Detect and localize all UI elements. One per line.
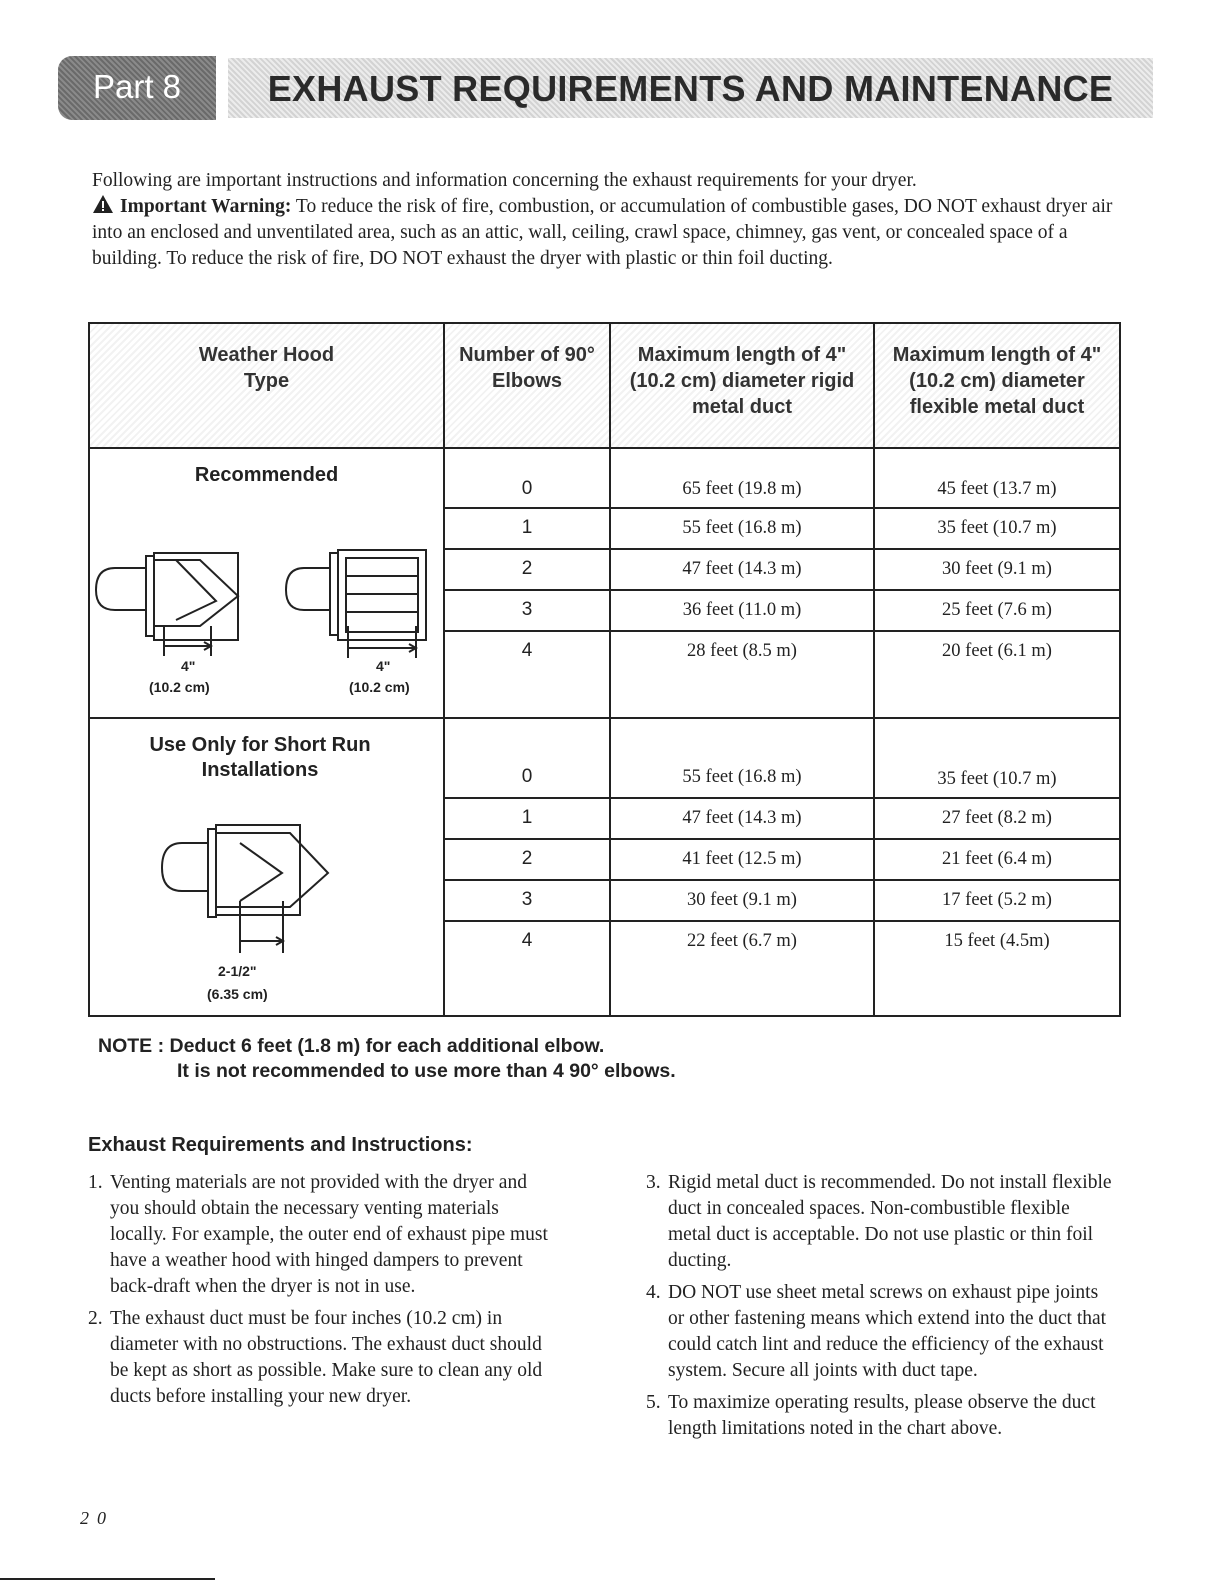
- header-rigid: Maximum length of 4" (10.2 cm) diameter rigid metal duct: [610, 323, 874, 448]
- exhaust-table: [88, 322, 1121, 1017]
- item-number: 2.: [88, 1308, 103, 1329]
- warning-paragraph: [92, 194, 1132, 272]
- caption-metric-2: (10.2 cm): [349, 679, 410, 695]
- flexible-value: 35 feet (10.7 m): [875, 509, 1119, 550]
- elbows-value: 4: [521, 930, 533, 951]
- warning-label: Important Warning:: [120, 196, 292, 217]
- rigid-value: 47 feet (14.3 m): [611, 799, 873, 840]
- title-box: [228, 58, 1153, 118]
- flexible-value: 45 feet (13.7 m): [875, 449, 1119, 509]
- hood-diagram-short-run: [90, 783, 443, 1011]
- flexible-value: 30 feet (9.1 m): [875, 550, 1119, 591]
- requirements-column-right: [646, 1170, 1116, 1448]
- flexible-value: 17 feet (5.2 m): [875, 881, 1119, 922]
- flexible-value: 21 feet (6.4 m): [875, 840, 1119, 881]
- item-number: 3.: [646, 1172, 661, 1193]
- caption-metric-3: (6.35 cm): [207, 986, 268, 1002]
- requirements-title: Exhaust Requirements and Instructions:: [88, 1134, 473, 1156]
- note-line-1: NOTE : Deduct 6 feet (1.8 m) for each additional elbow.: [98, 1035, 605, 1057]
- item-number: 4.: [646, 1282, 661, 1303]
- caption-size-1: 4": [181, 658, 196, 674]
- list-item: [88, 1170, 558, 1300]
- item-number: 5.: [646, 1392, 661, 1413]
- flexible-value: 20 feet (6.1 m): [942, 641, 1052, 661]
- warning-icon: [92, 194, 114, 214]
- flexible-value: 15 feet (4.5m): [944, 931, 1050, 951]
- rigid-value: 47 feet (14.3 m): [611, 550, 873, 591]
- louvered-hood-icon: [90, 498, 445, 658]
- requirements-column-left: [88, 1170, 558, 1416]
- caption-metric-1: (10.2 cm): [149, 679, 210, 695]
- table-header-row: [89, 323, 1120, 448]
- rigid-value: 55 feet (16.8 m): [611, 509, 873, 550]
- item-text: To maximize operating results, please observe the duct length limitations noted in the chart above.: [668, 1392, 1096, 1439]
- footer-rule: [0, 1578, 215, 1580]
- caption-size-2: 4": [376, 658, 391, 674]
- hood-cell-recommended: [89, 448, 444, 718]
- group-recommended: [89, 448, 1120, 718]
- elbows-value: 4: [521, 640, 533, 661]
- caption-size-3: 2-1/2": [218, 963, 257, 979]
- intro: [92, 168, 1132, 272]
- list-item: [88, 1306, 558, 1410]
- rigid-cell-short-run: [610, 718, 874, 1016]
- group-short-run: [89, 718, 1120, 1016]
- elbows-value: 2: [445, 840, 609, 881]
- item-text: DO NOT use sheet metal screws on exhaust pipe joints or other fastening means which extend into the duct that could catch lint and reduce the efficiency of the exhaust system. Secure all joints with duct tape.: [668, 1282, 1107, 1381]
- header-elbows: Number of 90° Elbows: [444, 323, 610, 448]
- rigid-value: 55 feet (16.8 m): [611, 719, 873, 799]
- list-item: [646, 1280, 1116, 1384]
- hood-diagram-recommended: [90, 488, 443, 698]
- note-line-2: It is not recommended to use more than 4 90° elbows.: [177, 1060, 676, 1082]
- header-hood-type: Weather Hood Type: [89, 323, 444, 448]
- rigid-value: 65 feet (19.8 m): [611, 449, 873, 509]
- note: [98, 1034, 676, 1084]
- elbows-value: 1: [445, 509, 609, 550]
- elbows-value: 2: [445, 550, 609, 591]
- elbows-value: 1: [445, 799, 609, 840]
- item-text: Venting materials are not provided with the dryer and you should obtain the necessary venting materials locally. For example, the outer end of exhaust pipe must have a weather hood with hinged dampers to prevent back-draft when the dryer is not in use.: [110, 1172, 548, 1297]
- rigid-cell-recommended: [610, 448, 874, 718]
- elbows-cell-short-run: [444, 718, 610, 1016]
- rigid-value: 28 feet (8.5 m): [687, 641, 797, 661]
- list-item: [646, 1170, 1116, 1274]
- flexible-cell-short-run: [874, 718, 1120, 1016]
- warning-text: To reduce the risk of fire, combustion, or accumulation of combustible gases, DO NOT exhaust dryer air into an enclosed and unventilated area, such as an attic, wall, ceiling, crawl space, chimney, gas vent, or concealed space of a building. To reduce the risk of fire, DO NOT exhaust the dryer with plastic or thin foil ducting.: [92, 196, 1113, 269]
- item-number: 1.: [88, 1172, 103, 1193]
- rigid-value: 30 feet (9.1 m): [611, 881, 873, 922]
- flexible-value: 25 feet (7.6 m): [875, 591, 1119, 632]
- angled-hood-icon: [90, 803, 445, 973]
- flexible-cell-recommended: [874, 448, 1120, 718]
- elbows-value: 3: [445, 881, 609, 922]
- rigid-value: 22 feet (6.7 m): [687, 931, 797, 951]
- elbows-value: 3: [445, 591, 609, 632]
- item-text: The exhaust duct must be four inches (10.2 cm) in diameter with no obstructions. The exhaust duct should be kept as short as possible. Make sure to clean any old ducts before installing your new dryer.: [110, 1308, 543, 1407]
- rigid-value: 36 feet (11.0 m): [611, 591, 873, 632]
- part-banner: [58, 56, 1153, 120]
- header-flexible: Maximum length of 4" (10.2 cm) diameter flexible metal duct: [874, 323, 1120, 448]
- flexible-value: 27 feet (8.2 m): [875, 799, 1119, 840]
- list-item: [646, 1390, 1116, 1442]
- elbows-cell-recommended: [444, 448, 610, 718]
- group-title-short-run: Use Only for Short Run Installations: [149, 734, 371, 781]
- page-title: EXHAUST REQUIREMENTS AND MAINTENANCE: [267, 68, 1114, 109]
- rigid-value: 41 feet (12.5 m): [611, 840, 873, 881]
- page-number: 20: [80, 1508, 114, 1528]
- flexible-value: 35 feet (10.7 m): [875, 719, 1119, 799]
- intro-line: Following are important instructions and information concerning the exhaust requirements for your dryer.: [92, 170, 917, 191]
- group-title-recommended: Recommended: [194, 464, 339, 486]
- elbows-value: 0: [445, 449, 609, 509]
- elbows-value: 0: [445, 719, 609, 799]
- item-text: Rigid metal duct is recommended. Do not install flexible duct in concealed spaces. Non-combustible flexible metal duct is acceptable. Do not use plastic or thin foil ducting.: [668, 1172, 1112, 1271]
- hood-cell-short-run: [89, 718, 444, 1016]
- part-label-box: [58, 56, 216, 120]
- part-label: Part 8: [92, 68, 182, 105]
